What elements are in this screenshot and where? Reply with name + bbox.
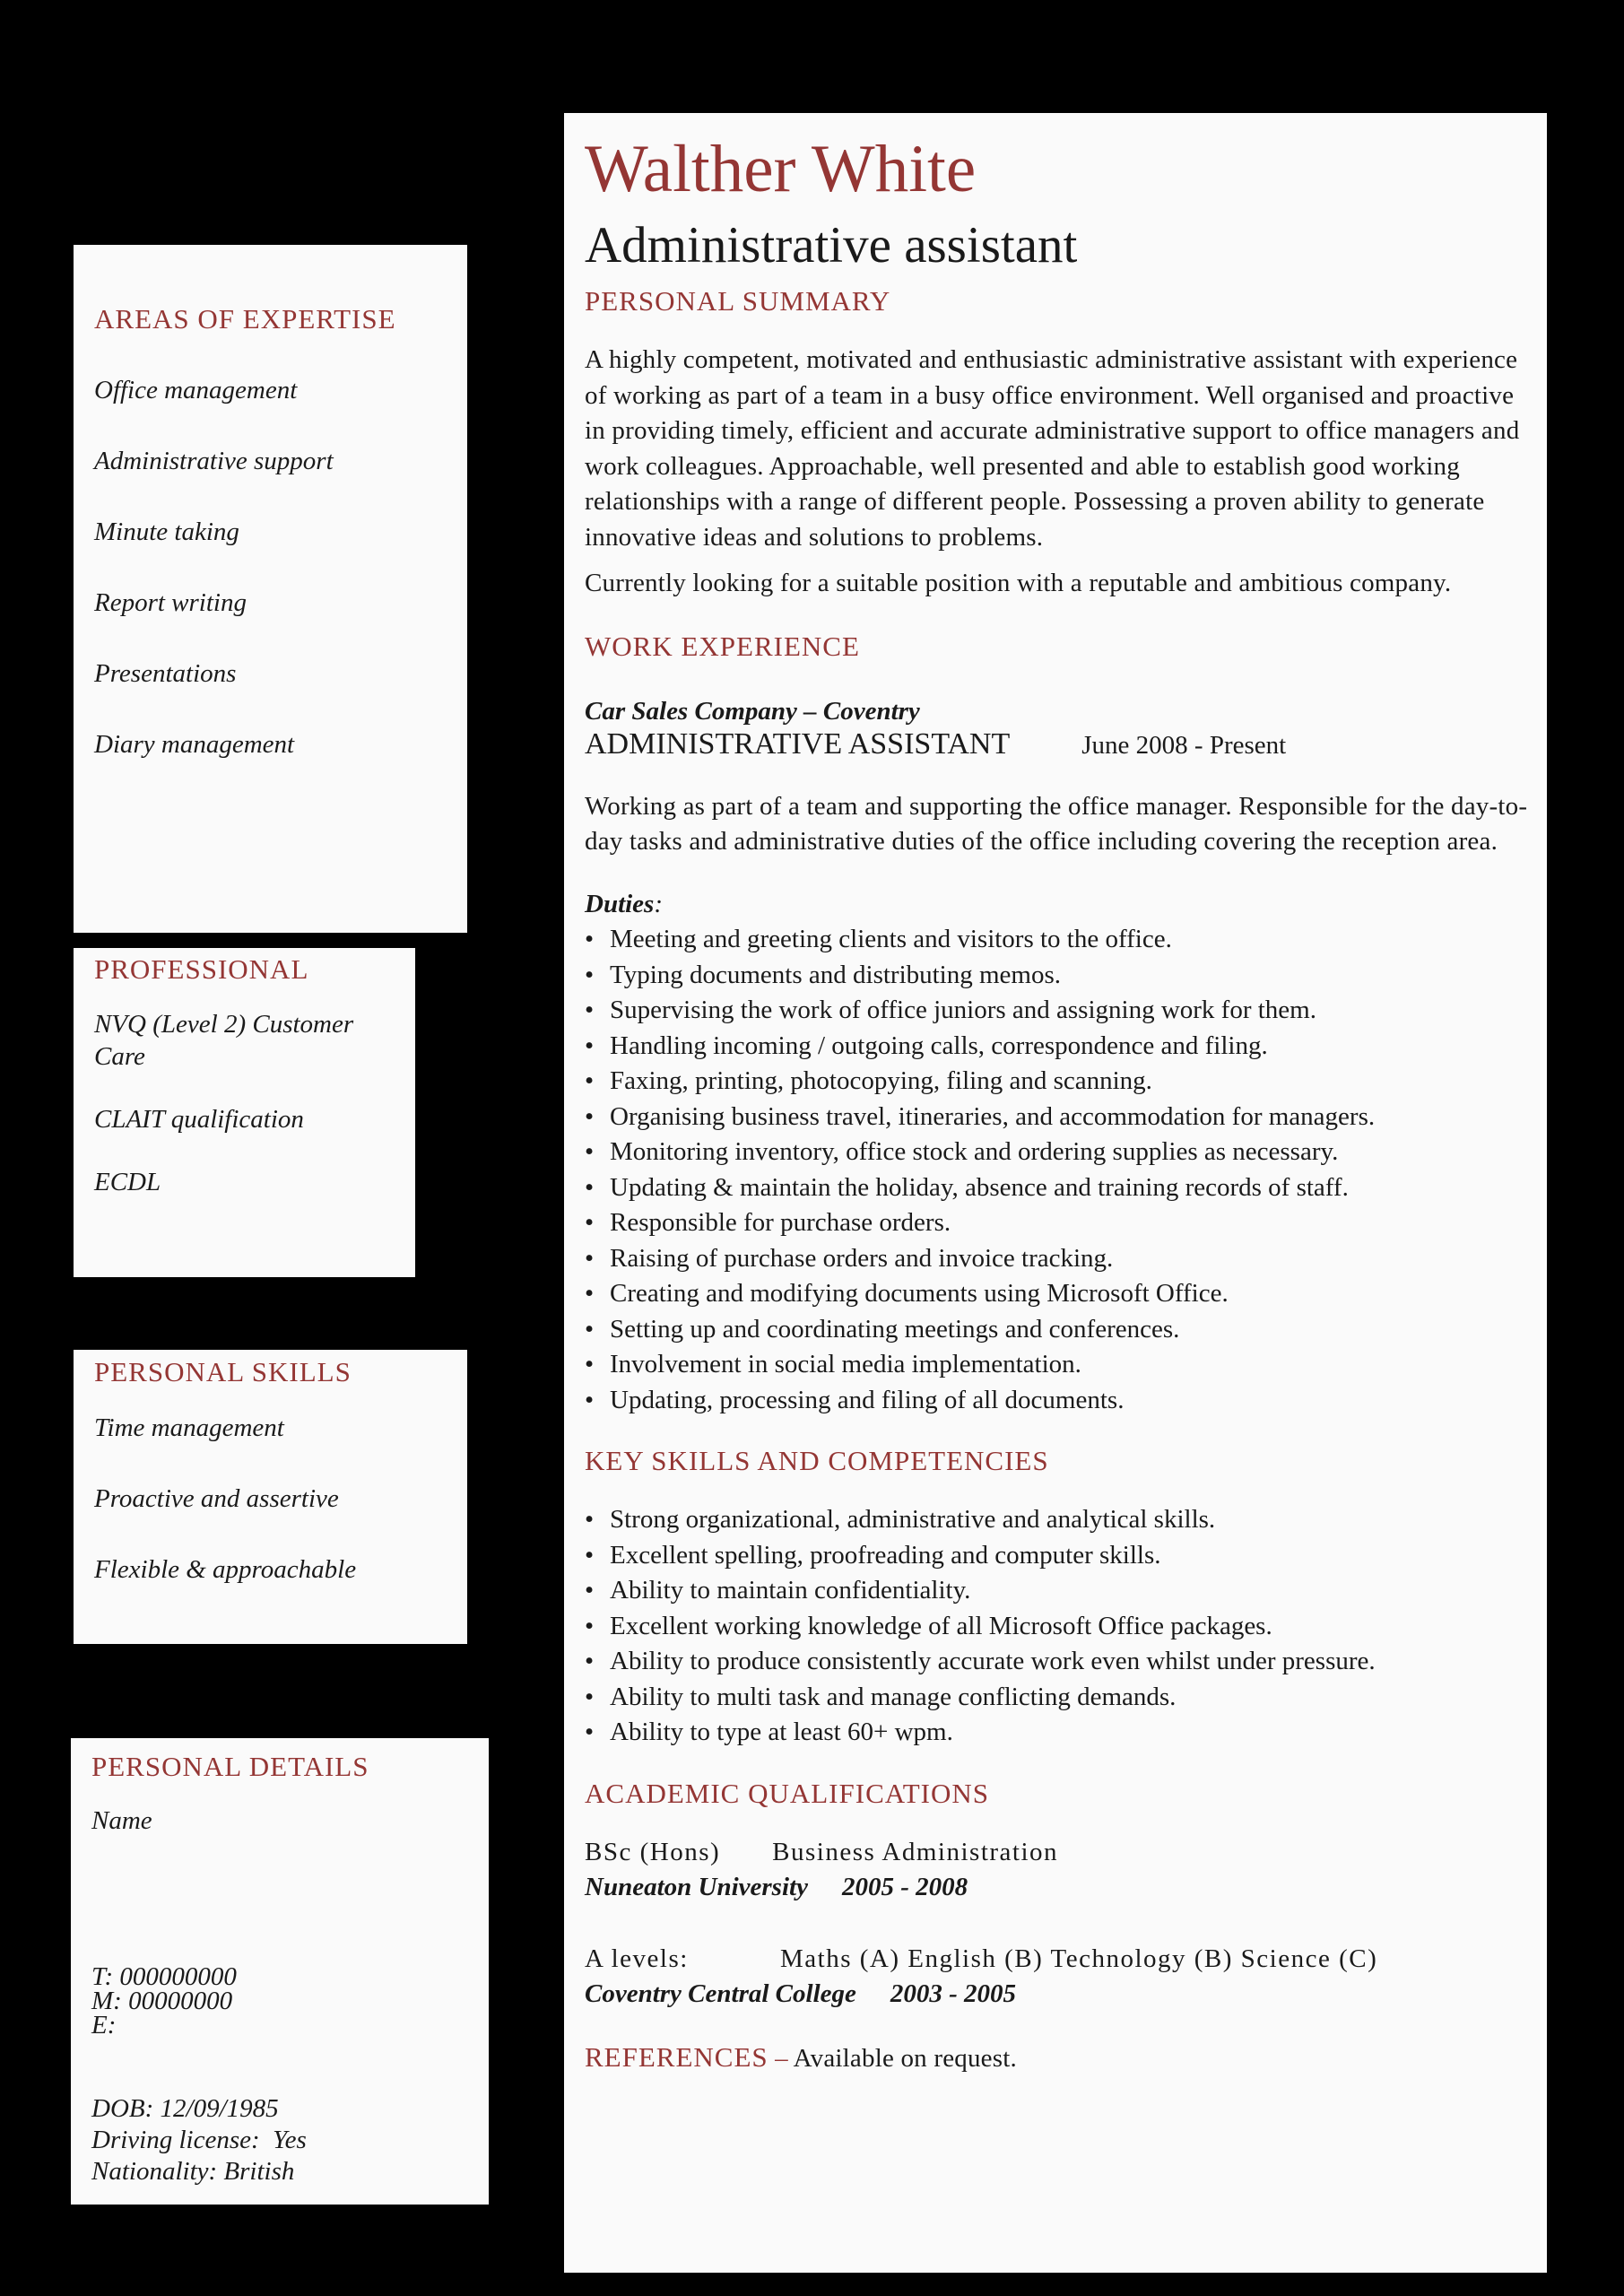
date-of-birth: DOB: 12/09/1985: [91, 2094, 279, 2123]
summary-paragraph: A highly competent, motivated and enthusiastic administrative assistant with experience of working as part of a team in a busy office environment. Well organised and proactive in providing timely, efficient and accurate administrative support to office managers and work colleagues. Approachable, well presented and able to establish good working relationships with a range of different people. Possessing a proven ability to generate innovative ideas and solutions to problems.: [585, 345, 1520, 552]
personal-details-heading: PERSONAL DETAILS: [91, 1751, 369, 1782]
expertise-item: Office management: [94, 376, 298, 404]
employer-name: Car Sales Company – Coventry: [585, 696, 920, 726]
name-label: Name: [91, 1806, 152, 1835]
summary-paragraph: Currently looking for a suitable position with a reputable and ambitious company.: [585, 569, 1452, 597]
key-skill-item: • Excellent working knowledge of all Microsoft Office packages.: [585, 1609, 1529, 1645]
professional-panel: [74, 948, 415, 1277]
key-skill-item: • Ability to produce consistently accurate work even whilst under pressure.: [585, 1644, 1529, 1680]
driving-license: Driving license: Yes: [91, 2126, 307, 2154]
college-name: Coventry Central College: [585, 1979, 856, 2008]
duty-item: • Supervising the work of office juniors and assigning work for them.: [585, 993, 1529, 1029]
main-content-panel: [564, 113, 1547, 2273]
duty-item: • Setting up and coordinating meetings and conferences.: [585, 1312, 1529, 1348]
areas-of-expertise-panel: [74, 245, 467, 933]
expertise-item: Minute taking: [94, 517, 239, 546]
college-years: 2003 - 2005: [890, 1979, 1017, 2008]
university-years: 2005 - 2008: [841, 1873, 968, 1901]
degree-row: [585, 1835, 1529, 1871]
expertise-item: Diary management: [94, 730, 295, 759]
job-role-row: [585, 727, 1529, 762]
personal-summary-heading: PERSONAL SUMMARY: [585, 285, 891, 317]
duty-item: • Updating, processing and filing of all documents.: [585, 1383, 1529, 1419]
expertise-item: Report writing: [94, 588, 247, 617]
duty-item: • Monitoring inventory, office stock and ordering supplies as necessary.: [585, 1135, 1529, 1170]
degree: BSc (Hons): [585, 1837, 721, 1866]
email-address: E:: [91, 2011, 117, 2039]
duty-item: • Involvement in social media implementation.: [585, 1347, 1529, 1383]
duty-item: • Meeting and greeting clients and visitors to the office.: [585, 922, 1529, 958]
references-text: Available on request.: [793, 2043, 1017, 2073]
mobile-number: M: 00000000: [91, 1987, 233, 2015]
job-role: ADMINISTRATIVE ASSISTANT: [585, 726, 1011, 761]
duty-item: • Typing documents and distributing memos.: [585, 958, 1529, 994]
expertise-item: Presentations: [94, 659, 237, 688]
duties-label: Duties: [585, 889, 655, 918]
job-dates: June 2008 - Present: [1081, 730, 1287, 760]
job-description: Working as part of a team and supporting the office manager. Responsible for the day-to-day tasks and administrative duties of the office including covering the reception area.: [585, 791, 1528, 856]
candidate-name: Walther White: [585, 132, 977, 206]
key-skill-item: • Strong organizational, administrative and analytical skills.: [585, 1502, 1529, 1538]
duties-list: [585, 922, 1529, 1418]
key-skills-list: [585, 1502, 1529, 1751]
references-dash: –: [768, 2043, 794, 2073]
duty-item: • Raising of purchase orders and invoice tracking.: [585, 1241, 1529, 1277]
alevels-subjects: Maths (A) English (B) Technology (B) Science (C): [780, 1944, 1378, 1973]
degree-subject: Business Administration: [772, 1837, 1059, 1866]
job-title: Administrative assistant: [585, 217, 1078, 274]
references-heading: REFERENCES: [585, 2040, 769, 2073]
personal-details-panel: [71, 1738, 489, 2205]
key-skill-item: • Ability to multi task and manage conflicting demands.: [585, 1680, 1529, 1716]
academic-qualifications-heading: ACADEMIC QUALIFICATIONS: [585, 1777, 989, 1809]
professional-item: ECDL: [94, 1168, 161, 1196]
university-name: Nuneaton University: [585, 1873, 808, 1901]
work-experience-heading: WORK EXPERIENCE: [585, 630, 860, 662]
phone-number: T: 000000000: [91, 1962, 237, 1991]
key-skill-item: • Ability to maintain confidentiality.: [585, 1573, 1529, 1609]
alevels-label: A levels:: [585, 1944, 689, 1973]
key-skill-item: • Ability to type at least 60+ wpm.: [585, 1715, 1529, 1751]
duty-item: • Handling incoming / outgoing calls, correspondence and filing.: [585, 1029, 1529, 1065]
university-row: [585, 1870, 1529, 1906]
duty-item: • Updating & maintain the holiday, absence and training records of staff.: [585, 1170, 1529, 1206]
duty-item: • Faxing, printing, photocopying, filing and scanning.: [585, 1064, 1529, 1100]
duty-item: • Responsible for purchase orders.: [585, 1205, 1529, 1241]
personal-skills-panel: [74, 1350, 467, 1644]
references-row: [585, 2039, 1529, 2077]
professional-item: NVQ (Level 2) Customer Care: [94, 1010, 354, 1071]
duty-item: • Organising business travel, itineraries, and accommodation for managers.: [585, 1100, 1529, 1135]
nationality: Nationality: British: [91, 2157, 295, 2186]
expertise-item: Administrative support: [94, 447, 334, 475]
duty-item: • Creating and modifying documents using Microsoft Office.: [585, 1276, 1529, 1312]
personal-skill-item: Flexible & approachable: [94, 1555, 357, 1584]
professional-item: CLAIT qualification: [94, 1105, 304, 1134]
duties-label-row: [585, 887, 1529, 923]
college-row: [585, 1977, 1529, 2013]
key-skills-heading: KEY SKILLS AND COMPETENCIES: [585, 1445, 1049, 1476]
expertise-heading: AREAS OF EXPERTISE: [94, 303, 396, 335]
alevels-row: [585, 1942, 1529, 1978]
duties-colon: :: [654, 889, 664, 918]
personal-skill-item: Time management: [94, 1413, 284, 1442]
professional-heading: PROFESSIONAL: [94, 953, 309, 985]
personal-skill-item: Proactive and assertive: [94, 1484, 339, 1513]
key-skill-item: • Excellent spelling, proofreading and computer skills.: [585, 1538, 1529, 1574]
personal-skills-heading: PERSONAL SKILLS: [94, 1356, 352, 1387]
